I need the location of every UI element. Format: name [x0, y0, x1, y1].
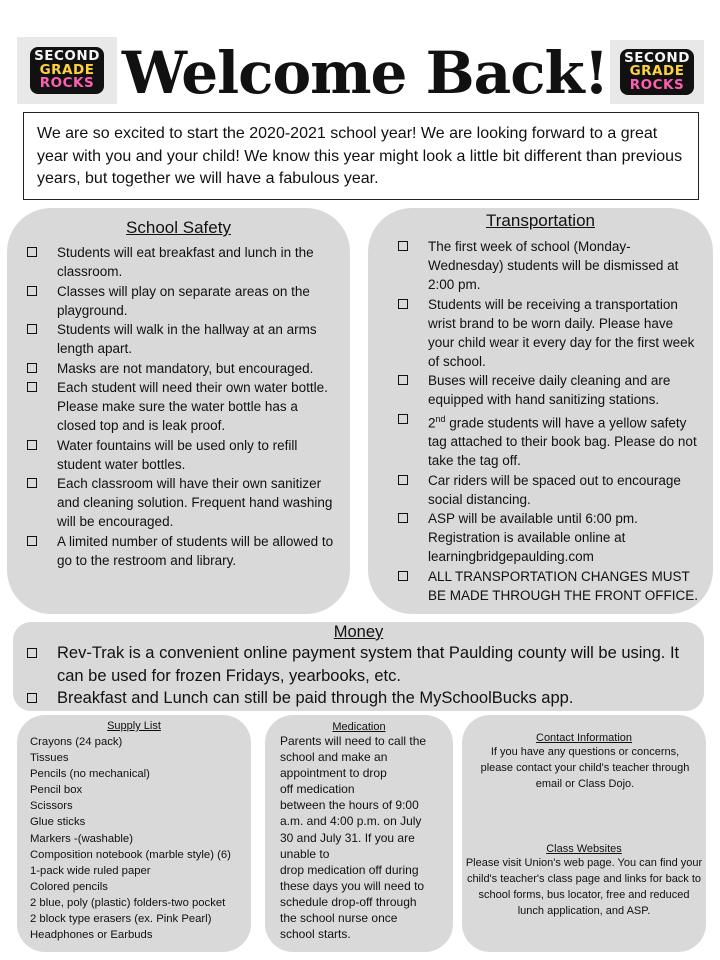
list-item: Rev-Trak is a convenient online payment system that Paulding county will be using. It can be used for frozen Fridays, yearbooks, etc. — [27, 642, 692, 687]
medication-text: Parents will need to call the school and make an appointment to drop off medication between the hours of 9:00 a.m. and 4:00 p.m. on July 30 and July 31. If you are unable to drop medication off during these days you will need to schedule drop-off through the school nurse once school starts. — [280, 734, 427, 942]
list-item: Scissors — [30, 800, 73, 813]
intro-box: We are so excited to start the 2020-2021 school year! We are looking forward to a great year with you and your child! We know this year might look a little bit different than previous years, but together we will have a fabulous year. — [23, 112, 699, 200]
logo-word-grade: GRADE — [39, 61, 95, 78]
list-item: Buses will receive daily cleaning and are equipped with hand sanitizing stations. — [398, 371, 699, 409]
list-item: Breakfast and Lunch can still be paid through the MySchoolBucks app. — [27, 687, 692, 710]
list-item: Water fountains will be used only to refill student water bottles. — [27, 436, 336, 474]
money-list — [27, 642, 692, 710]
contact-panel — [462, 715, 706, 952]
class-websites-text: Please visit Union's web page. You can find your child's teacher's class page and links for back to school forms, bus locator, free and reduced lunch application, and ASP. — [465, 857, 703, 917]
list-item: 2 block type erasers (ex. Pink Pearl) — [30, 913, 212, 926]
checkbox-icon — [27, 440, 37, 450]
list-item: 1-pack wide ruled paper — [30, 864, 151, 877]
list-item: Tissues — [30, 752, 69, 765]
contact-text: If you have any questions or concerns, please contact your child's teacher through email or Class Dojo. — [480, 746, 690, 790]
list-item: Students will walk in the hallway at an arms length apart. — [27, 320, 336, 358]
checkbox-icon — [398, 241, 408, 251]
medication-title: Medication — [332, 721, 386, 733]
checkbox-icon — [27, 693, 37, 703]
list-item: Glue sticks — [30, 816, 86, 829]
transportation-title: Transportation — [486, 211, 595, 230]
second-grade-rocks-badge — [620, 49, 694, 96]
list-item: ASP will be available until 6:00 pm. Registration is available online at learningbridgepaulding.com — [398, 509, 699, 566]
logo-word-rocks: ROCKS — [39, 75, 95, 92]
transportation-panel — [368, 208, 713, 614]
list-item: Classes will play on separate areas on the playground. — [27, 282, 336, 320]
list-item: Masks are not mandatory, but encouraged. — [27, 359, 336, 378]
checkbox-icon — [398, 475, 408, 485]
medication-panel — [265, 715, 453, 952]
list-item: Car riders will be spaced out to encourage social distancing. — [398, 471, 699, 509]
checkbox-icon — [27, 247, 37, 257]
checkbox-icon — [27, 363, 37, 373]
logo-word-second: SECOND — [624, 49, 690, 66]
logo-word-second: SECOND — [34, 48, 100, 65]
list-item: Markers -(washable) — [30, 832, 133, 845]
checkbox-icon — [398, 571, 408, 581]
list-item: Crayons (24 pack) — [30, 736, 123, 748]
list-item: Students will be receiving a transportation wrist brand to be worn daily. Please have your child wear it every day for the first week of school. — [398, 295, 699, 371]
logo-right — [610, 40, 704, 104]
supply-list-title: Supply List — [107, 720, 161, 732]
page-title: Welcome Back! — [121, 39, 609, 107]
checkbox-icon — [398, 414, 408, 424]
list-item: Each student will need their own water bottle. Please make sure the water bottle has a closed top and is leak proof. — [27, 378, 336, 435]
list-item: Pencils (no mechanical) — [30, 768, 150, 781]
list-item: A limited number of students will be allowed to go to the restroom and library. — [27, 532, 336, 570]
checkbox-icon — [27, 648, 37, 658]
supply-list — [30, 734, 251, 943]
list-item: The first week of school (Monday-Wednesday) students will be dismissed at 2:00 pm. — [398, 237, 699, 294]
school-safety-title: School Safety — [126, 218, 231, 237]
list-item: 2 blue, poly (plastic) folders-two pocket — [30, 896, 226, 909]
checkbox-icon — [27, 286, 37, 296]
list-item: ALL TRANSPORTATION CHANGES MUST BE MADE THROUGH THE FRONT OFFICE. — [398, 567, 699, 605]
list-item: Pencil box — [30, 784, 83, 797]
checkbox-icon — [27, 478, 37, 488]
logo-word-grade: GRADE — [629, 63, 685, 80]
list-item: 2nd grade students will have a yellow safety tag attached to their book bag. Please do not take the tag off. — [398, 410, 699, 471]
school-safety-list — [27, 243, 336, 570]
list-item: Composition notebook (marble style) (6) — [30, 848, 231, 861]
list-item: Each classroom will have their own sanitizer and cleaning solution. Frequent hand washing will be encouraged. — [27, 474, 336, 531]
school-safety-panel — [7, 208, 350, 614]
checkbox-icon — [27, 324, 37, 334]
list-item: Colored pencils — [30, 880, 108, 893]
money-panel — [13, 622, 704, 711]
checkbox-icon — [398, 299, 408, 309]
checkbox-icon — [27, 536, 37, 546]
checkbox-icon — [398, 375, 408, 385]
logo-left — [17, 37, 117, 104]
transportation-list — [398, 237, 699, 605]
logo-word-rocks: ROCKS — [629, 76, 685, 93]
checkbox-icon — [27, 382, 37, 392]
supply-list-panel — [17, 715, 251, 952]
second-grade-rocks-badge — [30, 47, 104, 94]
list-item: Students will eat breakfast and lunch in the classroom. — [27, 243, 336, 281]
list-item: Headphones or Earbuds — [30, 929, 153, 942]
money-title: Money — [333, 623, 384, 641]
class-websites-title: Class Websites — [546, 843, 622, 855]
contact-title: Contact Information — [536, 732, 632, 744]
checkbox-icon — [398, 513, 408, 523]
